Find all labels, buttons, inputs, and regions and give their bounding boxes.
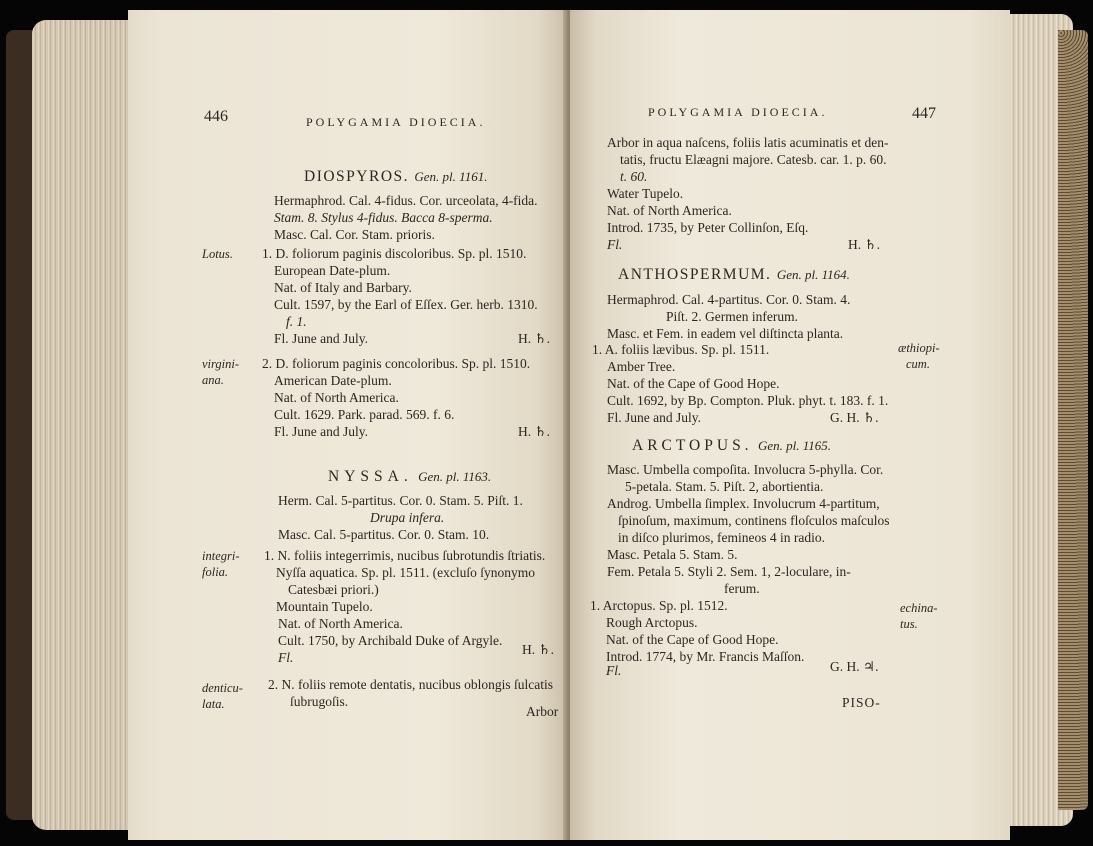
genus-name: DIOSPYROS. xyxy=(304,168,410,185)
species-common-name: Rough Arctopus. xyxy=(606,615,698,630)
species-native: Nat. of the Cape of Good Hope. xyxy=(606,632,779,647)
species-margin-name: virgini- xyxy=(202,357,240,371)
genus-character-line: Masc. Cal. 5-partitus. Cor. 0. Stam. 10. xyxy=(278,527,490,542)
species-habit-symbol: G. H. ♃. xyxy=(830,659,879,674)
species-diagnosis: 1. N. foliis integerrimis, nucibus ſubrotundis ſtriatis. xyxy=(264,548,546,563)
species-diagnosis-cont: ſubrugoſis. xyxy=(290,694,349,709)
genus-character-line: Fem. Petala 5. Styli 2. Sem. 1, 2-loculare, in- xyxy=(607,564,851,579)
species-flowering: Fl. xyxy=(606,663,622,678)
genus-character-line: in diſco plurimos, femineos 4 in radio. xyxy=(618,530,825,545)
species-flowering: Fl. June and July. xyxy=(607,410,701,425)
genus-name: ARCTOPUS. xyxy=(632,437,753,454)
species-cultivation: Cult. 1692, by Bp. Compton. Pluk. phyt. t. 183. f. 1. xyxy=(607,393,889,408)
text-line: Arbor in aqua naſcens, foliis latis acuminatis et den- xyxy=(607,135,889,150)
species-margin-name: Lotus. xyxy=(202,247,233,261)
species-habit-symbol: G. H. ♄. xyxy=(830,410,879,425)
species-synonym-cont: Catesbæi priori.) xyxy=(288,582,379,597)
species-margin-name: folia. xyxy=(202,565,229,579)
species-synonym: Nyſſa aquatica. Sp. pl. 1511. (excluſo ſynonymo xyxy=(276,565,535,580)
genus-character-line: Stam. 8. Stylus 4-fidus. Bacca 8-sperma. xyxy=(274,210,493,225)
genus-character-line: 5-petala. Stam. 5. Piſt. 2, abortientia. xyxy=(625,479,824,494)
species-native: Nat. of North America. xyxy=(607,203,732,218)
text-line: t. 60. xyxy=(620,169,648,184)
species-diagnosis: 1. D. foliorum paginis discoloribus. Sp. pl. 1510. xyxy=(262,246,527,261)
genus-title xyxy=(328,468,491,486)
species-margin-name: æthiopi- xyxy=(898,341,940,355)
species-habit-symbol: H. ♄. xyxy=(848,237,880,252)
genus-reference: Gen. pl. 1165. xyxy=(757,438,831,453)
page-edges-left xyxy=(32,20,142,830)
page-number: 446 xyxy=(204,108,228,125)
species-introduction: Introd. 1735, by Peter Collinſon, Eſq. xyxy=(607,220,809,235)
running-head: POLYGAMIA DIOECIA. xyxy=(648,105,828,119)
species-common-name: Amber Tree. xyxy=(607,359,676,374)
left-page xyxy=(128,10,568,840)
species-common-name: Mountain Tupelo. xyxy=(276,599,373,614)
species-cultivation: Cult. 1597, by the Earl of Eſſex. Ger. herb. 1310. xyxy=(274,297,538,312)
right-page xyxy=(570,10,1010,840)
species-flowering: Fl. xyxy=(607,237,623,252)
genus-character-line: Herm. Cal. 5-partitus. Cor. 0. Stam. 5. Piſt. 1. xyxy=(278,493,523,508)
species-native: Nat. of North America. xyxy=(274,390,399,405)
species-cultivation: Cult. 1629. Park. parad. 569. f. 6. xyxy=(274,407,455,422)
species-diagnosis: 1. Arctopus. Sp. pl. 1512. xyxy=(590,598,728,613)
species-native: Nat. of the Cape of Good Hope. xyxy=(607,376,780,391)
species-common-name: European Date-plum. xyxy=(274,263,391,278)
genus-title xyxy=(618,266,850,284)
genus-name: NYSSA. xyxy=(328,468,413,485)
species-margin-name: lata. xyxy=(202,697,225,711)
species-diagnosis: 1. A. foliis lævibus. Sp. pl. 1511. xyxy=(592,342,770,357)
species-margin-name: denticu- xyxy=(202,681,243,695)
genus-reference: Gen. pl. 1163. xyxy=(418,469,492,484)
genus-character-line: Hermaphrod. Cal. 4-partitus. Cor. 0. Stam. 4. xyxy=(607,292,851,307)
genus-title xyxy=(304,168,487,186)
species-margin-name: tus. xyxy=(900,617,918,631)
species-margin-name: echina- xyxy=(900,601,938,615)
catchword: PISO- xyxy=(842,695,881,710)
genus-name: ANTHOSPERMUM. xyxy=(618,266,772,283)
species-diagnosis: 2. N. foliis remote dentatis, nucibus oblongis ſulcatis xyxy=(268,677,553,692)
genus-character-line: Masc. Petala 5. Stam. 5. xyxy=(607,547,738,562)
species-diagnosis: 2. D. foliorum paginis concoloribus. Sp. pl. 1510. xyxy=(262,356,531,371)
species-cultivation-cont: f. 1. xyxy=(286,314,307,329)
genus-title xyxy=(632,437,831,455)
genus-character-line: Piſt. 2. Germen inferum. xyxy=(666,309,798,324)
species-common-name: Water Tupelo. xyxy=(607,186,684,201)
species-flowering: Fl. June and July. xyxy=(274,424,368,439)
species-introduction: Introd. 1774, by Mr. Francis Maſſon. xyxy=(606,649,805,664)
genus-character-line: ſpinoſum, maximum, continens floſculos maſculos xyxy=(618,513,890,528)
species-cultivation: Cult. 1750, by Archibald Duke of Argyle. xyxy=(278,633,503,648)
genus-character-line: ferum. xyxy=(724,581,760,596)
genus-character-line: Androg. Umbella ſimplex. Involucrum 4-partitum, xyxy=(607,496,880,511)
species-habit-symbol: H. ♄. xyxy=(518,424,550,439)
species-habit-symbol: H. ♄. xyxy=(518,331,550,346)
genus-character-line: Drupa infera. xyxy=(370,510,445,525)
running-head: POLYGAMIA DIOECIA. xyxy=(306,115,486,129)
species-habit-symbol: H. ♄. xyxy=(522,642,554,657)
genus-character-line: Masc. Cal. Cor. Stam. prioris. xyxy=(274,227,435,242)
species-native: Nat. of North America. xyxy=(278,616,403,631)
genus-reference: Gen. pl. 1164. xyxy=(776,267,850,282)
catchword: Arbor xyxy=(526,704,559,719)
genus-character-line: Hermaphrod. Cal. 4-fidus. Cor. urceolata, 4-fida. xyxy=(274,193,538,208)
book-cover-right xyxy=(1058,30,1088,810)
species-margin-name: integri- xyxy=(202,549,240,563)
text-line: tatis, fructu Elæagni majore. Catesb. car. 1. p. 60. xyxy=(620,152,887,167)
page-number: 447 xyxy=(912,105,936,122)
species-native: Nat. of Italy and Barbary. xyxy=(274,280,412,295)
genus-character-line: Masc. et Fem. in eadem vel diſtincta planta. xyxy=(607,326,844,341)
species-flowering: Fl. xyxy=(278,650,294,665)
species-margin-name: cum. xyxy=(906,357,930,371)
species-margin-name: ana. xyxy=(202,373,224,387)
species-common-name: American Date-plum. xyxy=(274,373,392,388)
genus-character-line: Masc. Umbella compoſita. Involucra 5-phylla. Cor. xyxy=(607,462,884,477)
species-flowering: Fl. June and July. xyxy=(274,331,368,346)
genus-reference: Gen. pl. 1161. xyxy=(414,169,488,184)
